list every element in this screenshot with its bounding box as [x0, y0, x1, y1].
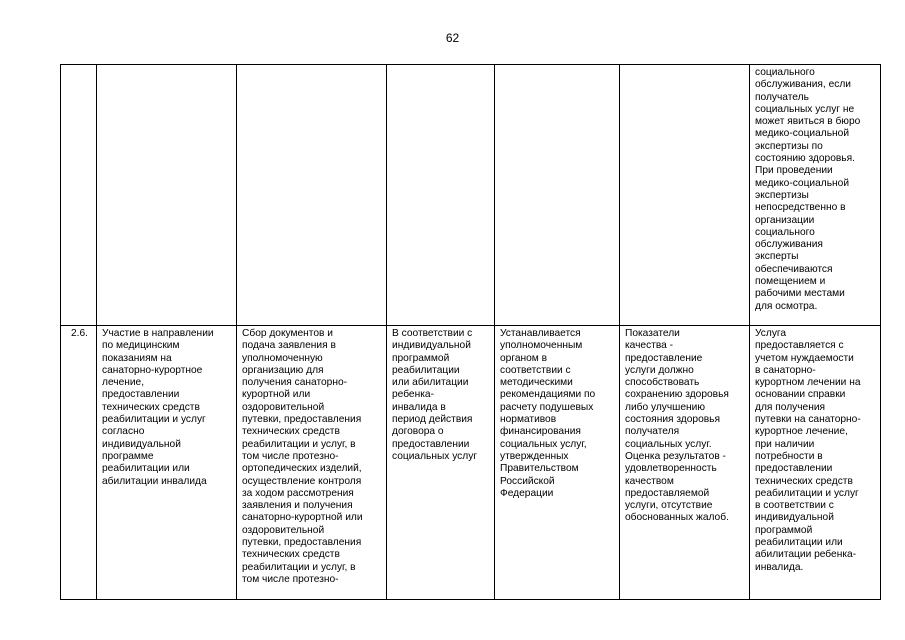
- table-cell-service: [97, 65, 237, 326]
- table-cell-description: Сбор документов и подача заявления в уполномоченную организацию для получения санаторно- курортной или оздоровительной путевки, предоставления технических средств реабилитации и услуг, в том числе протезно- ортопедических изделий, осуществление контроля за ходом рассмотрения заявления и получения санаторно-курортной или оздоровительной путевки, предоставления технических средств реабилитации и услуг, в том числе протезно-: [237, 326, 387, 600]
- services-table: [60, 64, 881, 600]
- table-cell-conditions: Услуга предоставляется с учетом нуждаемости в санаторно- курортном лечении на основании справки для получения путевки на санаторно- курортное лечение, при наличии потребности в предоставлении технических средств реабилитации и услуг в соответствии с индивидуальной программой реабилитации или абилитации ребенка- инвалида.: [750, 326, 881, 600]
- table-cell-quality: Показатели качества - предоставление услуги должно способствовать сохранению здоровья либо улучшению состояния здоровья получателя социальных услуг. Оценка результатов - удовлетворенность качеством предоставляемой услуги, отсутствие обоснованных жалоб.: [620, 326, 750, 600]
- table-row: [61, 65, 881, 326]
- table-cell-timing: В соответствии с индивидуальной программой реабилитации или абилитации ребенка- инвалида в период действия договора о предоставлении социальных услуг: [387, 326, 495, 600]
- table-cell-conditions: социального обслуживания, если получатель социальных услуг не может явиться в бюро медико-социальной экспертизы по состоянию здоровья. При проведении медико-социальной экспертизы непосредственно в организации социального обслуживания эксперты обеспечиваются помещением и рабочими местами для осмотра.: [750, 65, 881, 326]
- table-cell-number: 2.6.: [61, 326, 97, 600]
- table-cell-description: [237, 65, 387, 326]
- page-number: 62: [445, 31, 460, 45]
- table-cell-service: Участие в направлении по медицинским показаниям на санаторно-курортное лечение, предоставлении технических средств реабилитации и услуг согласно индивидуальной программе реабилитации или абилитации инвалида: [97, 326, 237, 600]
- table-row: [61, 326, 881, 600]
- table-cell-norm: [495, 65, 620, 326]
- table-cell-number: [61, 65, 97, 326]
- table-cell-quality: [620, 65, 750, 326]
- table-cell-norm: Устанавливается уполномоченным органом в соответствии с методическими рекомендациями по расчету подушевых нормативов финансирования социальных услуг, утвержденных Правительством Российской Федерации: [495, 326, 620, 600]
- table-cell-timing: [387, 65, 495, 326]
